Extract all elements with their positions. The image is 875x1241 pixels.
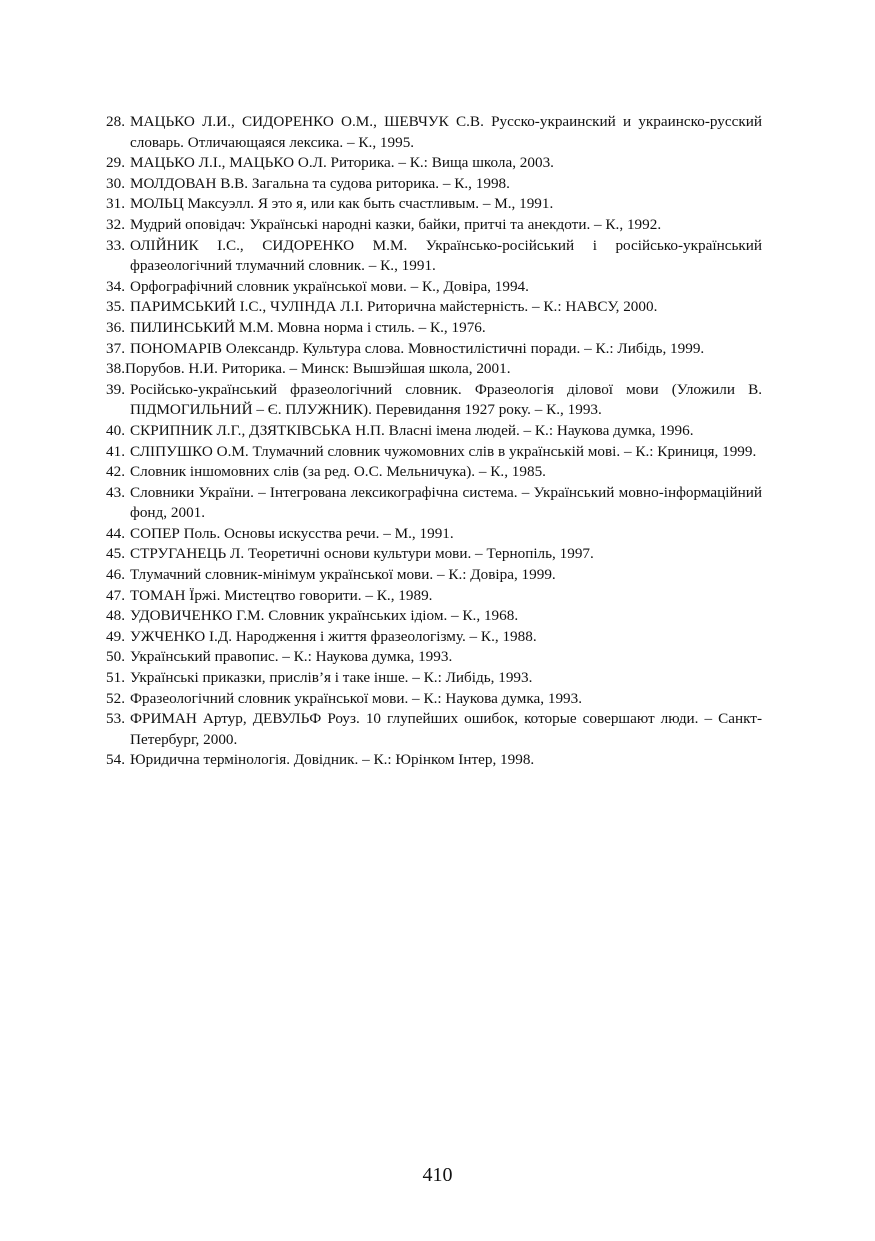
reference-entry [106, 565, 762, 586]
reference-item [106, 647, 762, 668]
reference-item [106, 524, 762, 545]
reference-number: 49. [106, 627, 125, 645]
reference-text: УЖЧЕНКО І.Д. Народження і життя фразеологізму. – К., 1988. [130, 627, 537, 645]
reference-item [106, 359, 762, 380]
reference-text: МАЦЬКО Л.І., МАЦЬКО О.Л. Риторика. – К.: Вища школа, 2003. [130, 154, 554, 172]
reference-item [106, 462, 762, 483]
reference-item [106, 236, 762, 277]
reference-item [106, 174, 762, 195]
reference-text: Українські приказки, прислів’я і таке інше. – К.: Либідь, 1993. [130, 669, 533, 687]
reference-list [106, 112, 762, 771]
reference-number: 37. [106, 339, 125, 357]
reference-entry [106, 339, 762, 360]
reference-item [106, 421, 762, 442]
reference-entry [106, 627, 762, 648]
reference-text: Юридична термінологія. Довідник. – К.: Юрінком Інтер, 1998. [130, 751, 535, 769]
reference-entry [106, 112, 762, 153]
reference-item [106, 627, 762, 648]
reference-number: 34. [106, 277, 125, 295]
reference-item [106, 668, 762, 689]
reference-entry [106, 297, 762, 318]
reference-text: МАЦЬКО Л.И., СИДОРЕНКО О.М., ШЕВЧУК С.В. Русско-украинский и украинско-русский словарь. Отличающаяся лексика. – К., 1995. [130, 113, 762, 151]
reference-item [106, 112, 762, 153]
reference-text: Тлумачний словник-мінімум української мови. – К.: Довіра, 1999. [130, 566, 556, 584]
reference-number: 39. [106, 380, 125, 398]
reference-text: СЛІПУШКО О.М. Тлумачний словник чужомовних слів в українській мові. – К.: Криниця, 1999. [130, 442, 757, 460]
reference-entry [106, 668, 762, 689]
reference-number: 43. [106, 483, 125, 501]
reference-text: Мудрий оповідач: Українські народні казки, байки, притчі та анекдоти. – К., 1992. [130, 215, 662, 233]
reference-entry [106, 318, 762, 339]
reference-number: 50. [106, 648, 125, 666]
reference-item [106, 750, 762, 771]
reference-text: Словники України. – Інтегрована лексикографічна система. – Український мовно-інформаційний фонд, 2001. [130, 483, 762, 522]
reference-number: 29. [106, 154, 125, 172]
reference-text: СОПЕР Поль. Основы искусства речи. – М., 1991. [130, 524, 454, 542]
reference-number: 35. [106, 298, 125, 316]
reference-item [106, 565, 762, 586]
reference-entry [106, 689, 762, 710]
reference-item [106, 339, 762, 360]
reference-text: Словник іншомовних слів (за ред. О.С. Мельничука). – К., 1985. [130, 463, 546, 481]
reference-entry [106, 174, 762, 195]
reference-entry [106, 709, 762, 750]
reference-number: 32. [106, 215, 125, 233]
reference-text: ПОНОМАРІВ Олександр. Культура слова. Мовностилістичні поради. – К.: Либідь, 1999. [130, 339, 705, 357]
reference-item [106, 215, 762, 236]
reference-text: ПИЛИНСЬКИЙ М.М. Мовна норма і стиль. – К., 1976. [130, 318, 486, 336]
reference-entry [106, 606, 762, 627]
reference-item [106, 544, 762, 565]
reference-number: 41. [106, 442, 125, 460]
reference-text: МОЛДОВАН В.В. Загальна та судова риторика. – К., 1998. [130, 174, 510, 192]
reference-item [106, 483, 762, 524]
reference-item [106, 297, 762, 318]
reference-number: 53. [106, 710, 125, 728]
reference-item [106, 194, 762, 215]
reference-entry [106, 524, 762, 545]
reference-item [106, 153, 762, 174]
page-number: 410 [422, 1164, 453, 1186]
reference-text: ФРИМАН Артур, ДЕВУЛЬФ Роуз. 10 глупейших ошибок, которые совершают люди. – Санкт-Петербург, 2000. [130, 710, 762, 748]
reference-entry [106, 483, 762, 524]
reference-entry [106, 586, 762, 607]
reference-text: ТОМАН Їржі. Мистецтво говорити. – К., 1989. [130, 586, 433, 604]
reference-item [106, 606, 762, 627]
reference-text: Порубов. Н.И. Риторика. – Минск: Вышэйшая школа, 2001. [124, 360, 511, 378]
reference-number: 51. [106, 669, 125, 687]
reference-item [106, 689, 762, 710]
reference-text: СКРИПНИК Л.Г., ДЗЯТКІВСЬКА Н.П. Власні імена людей. – К.: Наукова думка, 1996. [130, 421, 694, 439]
reference-number: 44. [106, 524, 125, 542]
reference-text: ОЛІЙНИК І.С., СИДОРЕНКО М.М. Українсько-російський і російсько-український фразеологічний тлумачний словник. – К., 1991. [130, 236, 762, 275]
reference-item [106, 318, 762, 339]
reference-entry [106, 194, 762, 215]
reference-number: 28. [106, 113, 125, 130]
reference-text: Український правопис. – К.: Наукова думка, 1993. [130, 648, 453, 666]
reference-number: 47. [106, 586, 125, 604]
reference-text: Російсько-український фразеологічний словник. Фразеологія ділової мови (Уложили В. ПІДМОГИЛЬНИЙ – Є. ПЛУЖНИК). Перевидання 1927 року. – К., 1993. [130, 380, 762, 419]
reference-entry [106, 544, 762, 565]
reference-entry [106, 442, 762, 463]
reference-entry [106, 153, 762, 174]
reference-entry [106, 750, 762, 771]
reference-item [106, 709, 762, 750]
reference-entry [106, 236, 762, 277]
reference-item [106, 586, 762, 607]
reference-number: 31. [106, 195, 125, 213]
reference-item [106, 442, 762, 463]
reference-item [106, 277, 762, 298]
reference-entry [106, 647, 762, 668]
reference-entry [106, 277, 762, 298]
reference-number: 46. [106, 566, 125, 584]
reference-item [106, 380, 762, 421]
reference-text: СТРУГАНЕЦЬ Л. Теоретичні основи культури мови. – Тернопіль, 1997. [130, 545, 594, 563]
reference-entry [106, 215, 762, 236]
reference-entry [106, 359, 762, 380]
reference-entry [106, 380, 762, 421]
reference-number: 52. [106, 689, 125, 707]
reference-entry [106, 421, 762, 442]
reference-entry [106, 462, 762, 483]
reference-number: 36. [106, 318, 125, 336]
reference-text: МОЛЬЦ Максуэлл. Я это я, или как быть счастливым. – М., 1991. [130, 195, 554, 213]
reference-number: 40. [106, 421, 125, 439]
reference-number: 45. [106, 545, 125, 563]
reference-number: 54. [106, 751, 125, 769]
reference-text: УДОВИЧЕНКО Г.М. Словник українських ідіом. – К., 1968. [130, 607, 519, 625]
reference-number: 33. [106, 236, 125, 254]
reference-number: 42. [106, 463, 125, 481]
reference-text: Орфографічний словник української мови. – К., Довіра, 1994. [130, 277, 529, 295]
reference-text: ПАРИМСЬКИЙ І.С., ЧУЛІНДА Л.І. Риторична майстерність. – К.: НАВСУ, 2000. [130, 298, 658, 316]
reference-number: 30. [106, 174, 125, 192]
reference-text: Фразеологічний словник української мови. – К.: Наукова думка, 1993. [130, 689, 583, 707]
reference-number: 48. [106, 607, 125, 625]
reference-number: 38. [106, 360, 125, 378]
